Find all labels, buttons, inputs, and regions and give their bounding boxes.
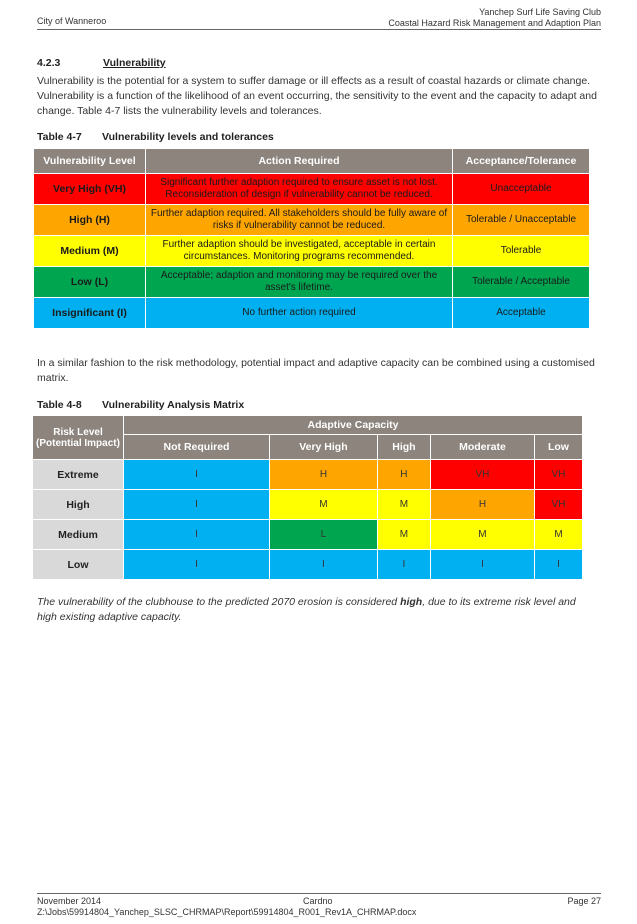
vulnerability-level-row: [34, 174, 590, 205]
vulnerability-rating-cell: I: [430, 550, 534, 580]
adaptive-capacity-column-header: Very High: [270, 435, 378, 460]
adaptive-capacity-column-header: Not Required: [124, 435, 270, 460]
adaptive-capacity-column-header: High: [377, 435, 430, 460]
vulnerability-matrix-table: [32, 415, 583, 580]
note-text-start: The vulnerability of the clubhouse to the predicted 2070 erosion is considered: [37, 596, 401, 608]
section-title: Vulnerability: [103, 57, 166, 69]
vulnerability-rating-cell: I: [270, 550, 378, 580]
risk-level-row-label: Extreme: [33, 460, 124, 490]
vulnerability-rating-cell: VH: [534, 490, 582, 520]
action-required-cell: Further adaption should be investigated, acceptable in certain circumstances. Monitoring programs recommended.: [146, 236, 453, 267]
table-header-row: [34, 149, 590, 174]
note-text-end: , due to its extreme risk level and high existing adaptive capacity.: [37, 596, 576, 623]
risk-level-row-label: Low: [33, 550, 124, 580]
table-4-7-caption: [37, 131, 274, 143]
header-divider: [37, 29, 601, 30]
vulnerability-rating-cell: M: [534, 520, 582, 550]
table-4-7-number: Table 4-7: [37, 131, 82, 143]
adaptive-capacity-header: Adaptive Capacity: [124, 416, 583, 435]
vulnerability-rating-cell: I: [534, 550, 582, 580]
vulnerability-rating-cell: H: [270, 460, 378, 490]
vulnerability-rating-cell: I: [124, 550, 270, 580]
table-4-8-caption: [37, 399, 244, 411]
header-document-title: [388, 7, 601, 29]
action-required-cell: Acceptable; adaption and monitoring may be required over the asset's lifetime.: [146, 267, 453, 298]
header-club-name: Yanchep Surf Life Saving Club: [479, 7, 601, 17]
footer-divider: [37, 893, 601, 894]
section-number: 4.2.3: [37, 57, 61, 69]
tolerance-cell: Unacceptable: [453, 174, 590, 205]
column-header: Acceptance/Tolerance: [453, 149, 590, 174]
table-4-7-title: Vulnerability levels and tolerances: [102, 131, 274, 143]
vulnerability-rating-cell: H: [430, 490, 534, 520]
column-header: Action Required: [146, 149, 453, 174]
matrix-header-row: [33, 416, 583, 435]
table-4-8-number: Table 4-8: [37, 399, 82, 411]
clubhouse-vulnerability-note: [37, 595, 597, 625]
note-emphasis: high: [400, 596, 423, 608]
table-4-8-title: Vulnerability Analysis Matrix: [102, 399, 245, 411]
vulnerability-matrix-body: [33, 460, 583, 580]
footer-page-number: Page 27: [567, 896, 601, 906]
matrix-intro-paragraph: In a similar fashion to the risk methodology, potential impact and adaptive capacity can be combined using a customised matrix.: [37, 357, 595, 384]
footer-left: [37, 896, 416, 918]
footer-company: Cardno: [303, 896, 333, 906]
adaptive-capacity-column-header: Low: [534, 435, 582, 460]
footer-date: November 2014: [37, 896, 102, 906]
tolerance-cell: Tolerable / Acceptable: [453, 267, 590, 298]
matrix-row: [33, 460, 583, 490]
vulnerability-rating-cell: M: [377, 520, 430, 550]
vulnerability-rating-cell: VH: [534, 460, 582, 490]
vulnerability-levels-body: [34, 174, 590, 329]
vulnerability-rating-cell: I: [377, 550, 430, 580]
vulnerability-level-row: [34, 236, 590, 267]
intro-paragraph: Vulnerability is the potential for a system to suffer damage or ill effects as a result of coastal hazards or climate change. Vulnerability is a function of the likelihood of an event occurring, the sensitivity to the event and the capacity to adapt and change. Table 4-7 lists the vulnerability levels and tolerances.: [37, 75, 597, 117]
column-header: Vulnerability Level: [34, 149, 146, 174]
vulnerability-level-cell: Low (L): [34, 267, 146, 298]
matrix-row: [33, 490, 583, 520]
vulnerability-rating-cell: M: [270, 490, 378, 520]
vulnerability-rating-cell: VH: [430, 460, 534, 490]
vulnerability-rating-cell: I: [124, 520, 270, 550]
risk-level-row-label: Medium: [33, 520, 124, 550]
action-required-cell: Significant further adaption required to ensure asset is not lost. Reconsideration of design if vulnerability cannot be reduced.: [146, 174, 453, 205]
vulnerability-level-cell: Insignificant (I): [34, 298, 146, 329]
action-required-cell: Further adaption required. All stakeholders should be fully aware of risks if vulnerability cannot be reduced.: [146, 205, 453, 236]
matrix-row: [33, 550, 583, 580]
vulnerability-level-row: [34, 298, 590, 329]
vulnerability-rating-cell: M: [430, 520, 534, 550]
header-organisation: City of Wanneroo: [37, 16, 107, 26]
vulnerability-level-cell: Medium (M): [34, 236, 146, 267]
vulnerability-rating-cell: H: [377, 460, 430, 490]
action-required-cell: No further action required: [146, 298, 453, 329]
adaptive-capacity-column-header: Moderate: [430, 435, 534, 460]
risk-level-row-label: High: [33, 490, 124, 520]
vulnerability-level-cell: Very High (VH): [34, 174, 146, 205]
tolerance-cell: Tolerable: [453, 236, 590, 267]
tolerance-cell: Tolerable / Unacceptable: [453, 205, 590, 236]
header-plan-name: Coastal Hazard Risk Management and Adaption Plan: [388, 18, 601, 28]
vulnerability-rating-cell: I: [124, 490, 270, 520]
tolerance-cell: Acceptable: [453, 298, 590, 329]
vulnerability-level-row: [34, 267, 590, 298]
vulnerability-level-row: [34, 205, 590, 236]
vulnerability-rating-cell: L: [270, 520, 378, 550]
vulnerability-levels-table: [33, 148, 590, 329]
vulnerability-rating-cell: M: [377, 490, 430, 520]
section-heading: [37, 57, 166, 69]
vulnerability-rating-cell: I: [124, 460, 270, 490]
vulnerability-level-cell: High (H): [34, 205, 146, 236]
footer-file-path: Z:\Jobs\59914804_Yanchep_SLSC_CHRMAP\Report\59914804_R001_Rev1A_CHRMAP.docx: [37, 907, 417, 917]
risk-level-header: Risk Level (Potential Impact): [33, 416, 124, 460]
matrix-row: [33, 520, 583, 550]
